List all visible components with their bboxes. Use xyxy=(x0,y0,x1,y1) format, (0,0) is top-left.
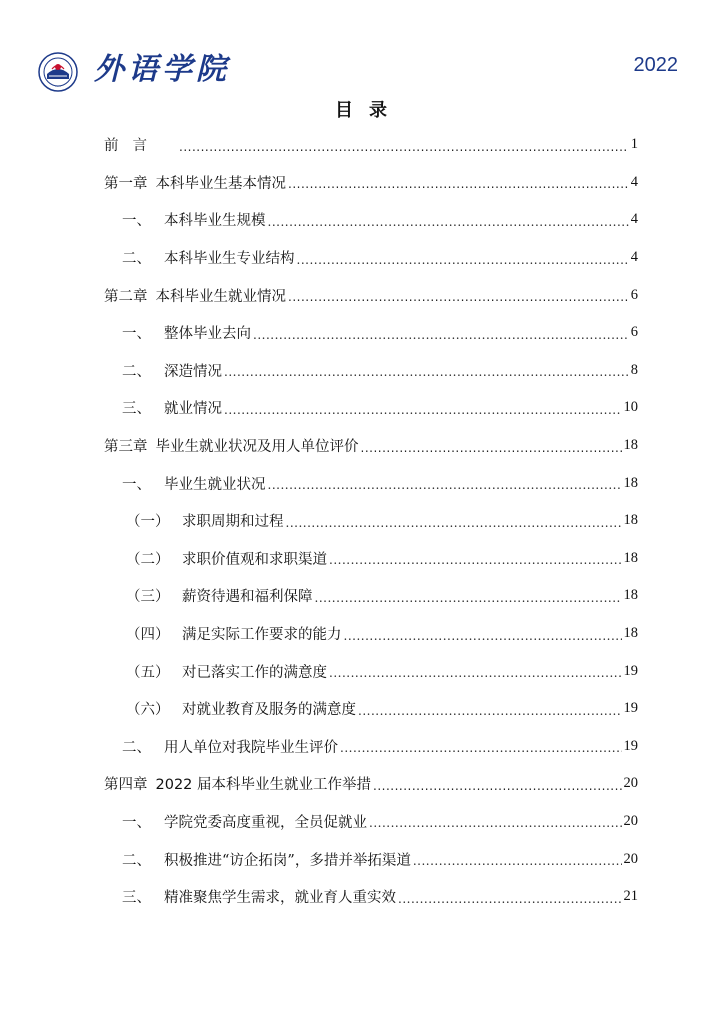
header-year: 2022 xyxy=(633,54,678,76)
toc-page-number: 18 xyxy=(623,437,638,454)
toc-entry-number: 一、 xyxy=(122,213,151,230)
toc-entry[interactable] xyxy=(104,840,638,878)
toc-entry[interactable] xyxy=(104,615,638,653)
school-emblem-icon xyxy=(38,52,78,92)
toc-entry-title: 求职价值观和求职渠道 xyxy=(182,551,327,568)
toc-entry-title: 毕业生就业状况 xyxy=(164,476,266,493)
toc-entry[interactable] xyxy=(104,389,638,427)
toc-entry-title: 本科毕业生专业结构 xyxy=(164,251,295,268)
toc-entry[interactable] xyxy=(104,690,638,728)
toc-dot-leader xyxy=(268,215,629,229)
toc-entry[interactable] xyxy=(104,352,638,390)
toc-entry-number: 三、 xyxy=(122,890,151,907)
toc-page-number: 4 xyxy=(630,211,638,228)
toc-entry-title: 学院党委高度重视，全员促就业 xyxy=(164,814,367,831)
toc-entry-number: （六） xyxy=(126,702,170,719)
toc-page-number: 1 xyxy=(630,136,638,153)
toc-page-number: 19 xyxy=(623,737,638,754)
toc-dot-leader xyxy=(413,854,622,868)
toc-entry-number: 二、 xyxy=(122,852,151,869)
toc-entry-title: 对已落实工作的满意度 xyxy=(182,664,327,681)
toc-entry[interactable] xyxy=(104,239,638,277)
toc-dot-leader xyxy=(297,253,629,267)
toc-page-number: 4 xyxy=(630,249,638,266)
toc-entry-number: 三、 xyxy=(122,401,151,418)
toc-entry-number: （五） xyxy=(126,664,170,681)
toc-dot-leader xyxy=(398,892,622,906)
toc-dot-leader xyxy=(179,140,629,154)
toc-entry-number: （四） xyxy=(126,627,170,644)
toc-page-number: 20 xyxy=(623,775,638,792)
toc-entry-number: 一、 xyxy=(122,476,151,493)
toc-entry[interactable] xyxy=(104,276,638,314)
toc-page-number: 19 xyxy=(623,662,638,679)
toc-title xyxy=(0,96,724,122)
toc-entry-title: 深造情况 xyxy=(164,363,222,380)
toc-page-number: 6 xyxy=(630,286,638,303)
toc-entry-number: 一、 xyxy=(122,326,151,343)
toc-entry-number: （一） xyxy=(126,514,170,531)
toc-entry-title: 毕业生就业状况及用人单位评价 xyxy=(155,439,359,456)
toc-entry[interactable] xyxy=(104,201,638,239)
toc-entry[interactable] xyxy=(104,464,638,502)
toc-entry-number: 第四章 xyxy=(104,777,148,794)
toc-entry-number: 第三章 xyxy=(104,439,148,456)
college-logo-text: 外语学院 xyxy=(94,52,230,87)
toc-entry-number: （三） xyxy=(126,589,170,606)
toc-entry-number: （二） xyxy=(126,551,170,568)
toc-entry-title: 本科毕业生规模 xyxy=(164,213,266,230)
toc-entry[interactable] xyxy=(104,427,638,465)
toc-entry-number: 一、 xyxy=(122,814,151,831)
toc-title-char-2: 录 xyxy=(369,100,389,121)
toc-dot-leader xyxy=(358,704,622,718)
svg-text:·····: ····· xyxy=(55,85,61,89)
toc-dot-leader xyxy=(253,328,629,342)
toc-entry-title: 对就业教育及服务的满意度 xyxy=(182,702,356,719)
toc-page-number: 4 xyxy=(630,173,638,190)
toc-page-number: 10 xyxy=(623,399,638,416)
toc-entry[interactable] xyxy=(104,164,638,202)
page-header xyxy=(38,48,678,96)
toc-entry-title: 2022 届本科毕业生就业工作举措 xyxy=(155,777,372,794)
toc-entry-title: 积极推进“访企拓岗”，多措并举拓渠道 xyxy=(164,852,411,869)
toc-entry-title: 精准聚焦学生需求，就业育人重实效 xyxy=(164,890,396,907)
toc-page-number: 20 xyxy=(623,850,638,867)
toc-dot-leader xyxy=(288,290,629,304)
toc-page-number: 20 xyxy=(623,812,638,829)
toc-page-number: 18 xyxy=(623,474,638,491)
toc-dot-leader xyxy=(329,666,622,680)
toc-title-char-1: 目 xyxy=(335,100,355,121)
toc-dot-leader xyxy=(361,441,622,455)
toc-page-number: 19 xyxy=(623,700,638,717)
toc-dot-leader xyxy=(329,553,622,567)
toc-dot-leader xyxy=(344,629,622,643)
toc-entry[interactable] xyxy=(104,652,638,690)
toc-dot-leader xyxy=(286,516,622,530)
toc-dot-leader xyxy=(224,403,622,417)
toc-dot-leader xyxy=(340,741,622,755)
toc-entry[interactable] xyxy=(104,728,638,766)
toc-dot-leader xyxy=(268,478,622,492)
toc-page-number: 18 xyxy=(623,512,638,529)
toc-dot-leader xyxy=(369,816,622,830)
toc-entry[interactable] xyxy=(104,765,638,803)
toc-dot-leader xyxy=(288,177,629,191)
toc-entry-number: 前言 xyxy=(104,138,161,155)
toc-entry-number: 二、 xyxy=(122,739,151,756)
toc-entry[interactable] xyxy=(104,540,638,578)
toc-entry-title: 整体毕业去向 xyxy=(164,326,251,343)
toc-entry-title: 满足实际工作要求的能力 xyxy=(182,627,342,644)
toc-entry-number: 第二章 xyxy=(104,288,148,305)
toc-entry-title: 薪资待遇和福利保障 xyxy=(182,589,313,606)
toc-dot-leader xyxy=(224,365,629,379)
toc-page-number: 8 xyxy=(630,361,638,378)
toc-entry-number: 二、 xyxy=(122,251,151,268)
toc-entry-title: 用人单位对我院毕业生评价 xyxy=(164,739,338,756)
toc-entry[interactable] xyxy=(104,577,638,615)
toc-page-number: 18 xyxy=(623,625,638,642)
toc-dot-leader xyxy=(315,591,622,605)
toc-page-number: 18 xyxy=(623,587,638,604)
toc-entry-title: 本科毕业生就业情况 xyxy=(155,288,286,305)
toc-entry-number: 第一章 xyxy=(104,175,148,192)
toc-entry[interactable] xyxy=(104,126,638,164)
toc-page-number: 21 xyxy=(623,888,638,905)
toc-entry[interactable] xyxy=(104,878,638,916)
toc-page-number: 18 xyxy=(623,549,638,566)
toc-dot-leader xyxy=(373,779,621,793)
toc-entry[interactable] xyxy=(104,314,638,352)
toc-entry-title: 本科毕业生基本情况 xyxy=(155,175,286,192)
toc-page-number: 6 xyxy=(630,324,638,341)
toc-entry-title: 就业情况 xyxy=(164,401,222,418)
toc-entry-number: 二、 xyxy=(122,363,151,380)
toc-entry-title: 求职周期和过程 xyxy=(182,514,284,531)
toc-entry[interactable] xyxy=(104,502,638,540)
table-of-contents xyxy=(104,126,638,915)
toc-entry[interactable] xyxy=(104,803,638,841)
